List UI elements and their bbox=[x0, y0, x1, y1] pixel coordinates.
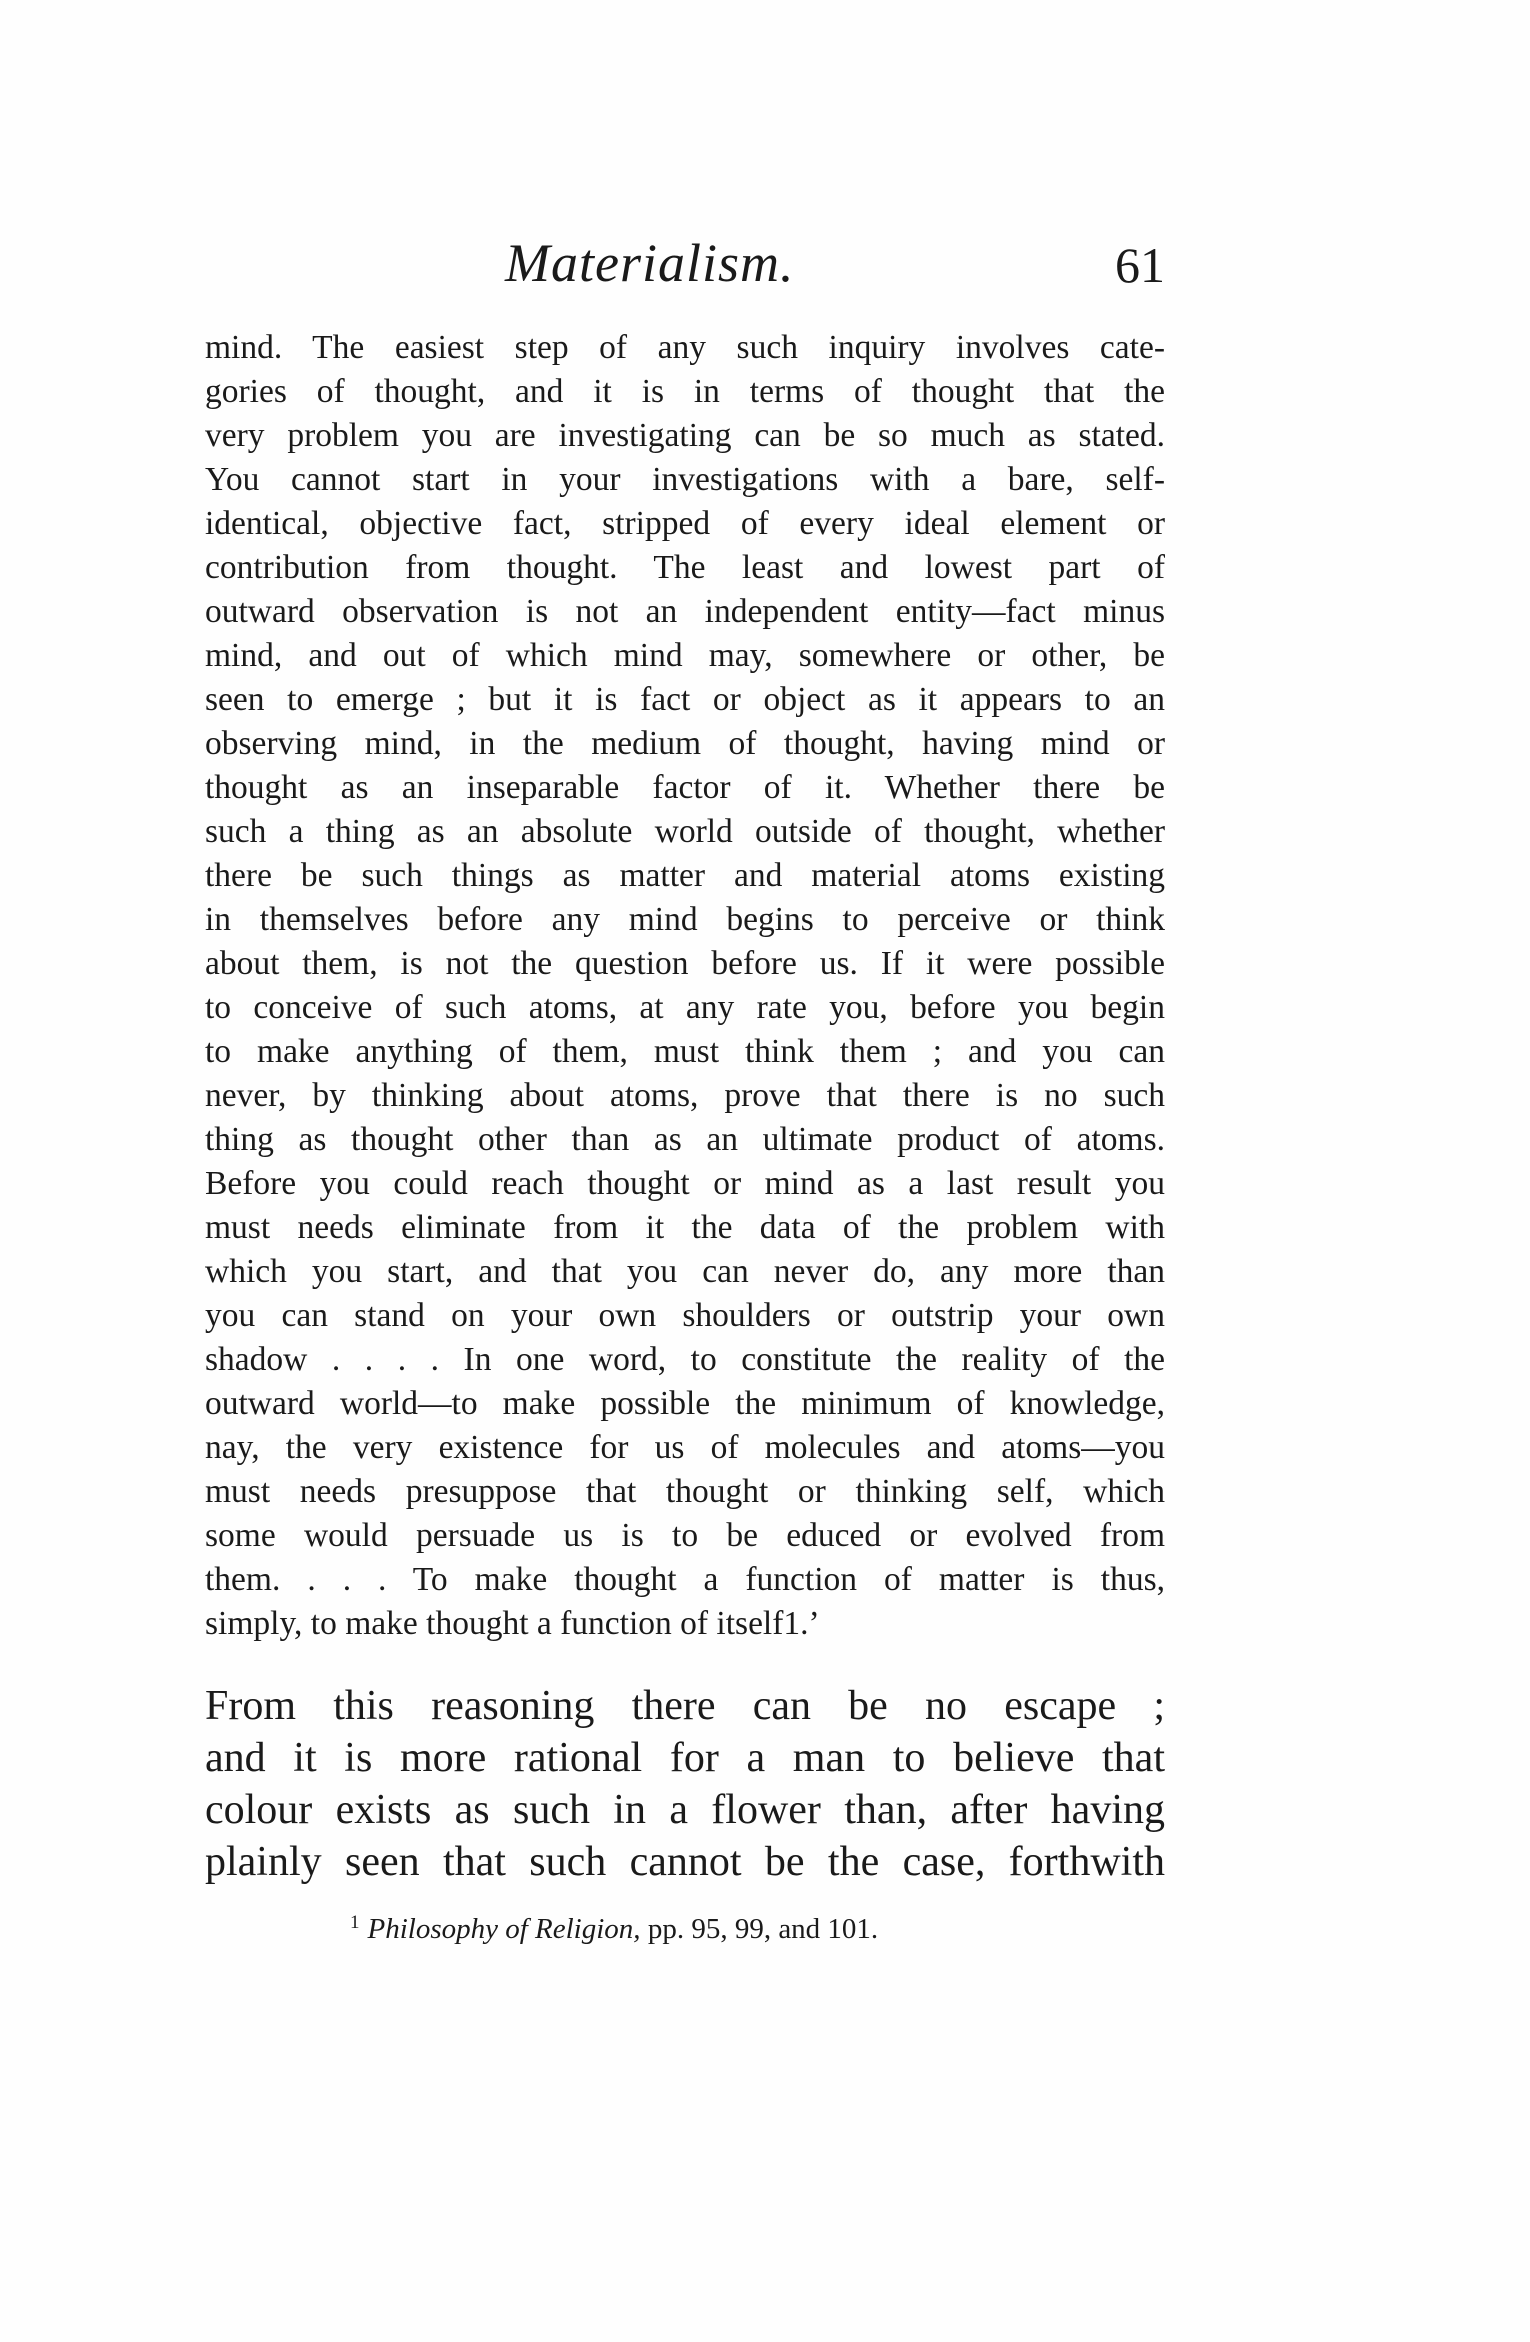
quote-line: about them, is not the question before us. If it were possible bbox=[205, 945, 1165, 982]
footnote-source-title: Philosophy of Religion, bbox=[367, 1913, 641, 1945]
running-title: Materialism. bbox=[505, 233, 795, 293]
footnote-pages: pp. 95, 99, and 101. bbox=[647, 1913, 879, 1945]
quote-line: to make anything of them, must think them ; and you can bbox=[205, 1033, 1165, 1070]
running-head bbox=[205, 232, 1165, 302]
quote-line: You cannot start in your investigations with a bare, self- bbox=[205, 461, 1165, 498]
quote-line: shadow . . . . In one word, to constitute the reality of the bbox=[205, 1341, 1165, 1378]
quote-line: simply, to make thought a function of itself1.’ bbox=[205, 1605, 820, 1642]
page-number: 61 bbox=[1115, 237, 1165, 293]
footnote bbox=[350, 1912, 878, 1946]
quote-line: such a thing as an absolute world outside of thought, whether bbox=[205, 813, 1165, 850]
quote-line: thing as thought other than as an ultimate product of atoms. bbox=[205, 1121, 1165, 1158]
quote-line: them. . . . To make thought a function of matter is thus, bbox=[205, 1561, 1165, 1598]
quote-line: there be such things as matter and material atoms existing bbox=[205, 857, 1165, 894]
quote-line: outward observation is not an independent entity—fact minus bbox=[205, 593, 1165, 630]
body-line: From this reasoning there can be no escape ; bbox=[205, 1683, 1165, 1729]
body-paragraph bbox=[205, 1680, 1165, 1888]
quote-line: must needs presuppose that thought or thinking self, which bbox=[205, 1473, 1165, 1510]
body-line: colour exists as such in a flower than, after having bbox=[205, 1787, 1165, 1833]
quote-line: never, by thinking about atoms, prove that there is no such bbox=[205, 1077, 1165, 1114]
quote-line: nay, the very existence for us of molecules and atoms—you bbox=[205, 1429, 1165, 1466]
quote-line: to conceive of such atoms, at any rate you, before you begin bbox=[205, 989, 1165, 1026]
quote-line: some would persuade us is to be educed or evolved from bbox=[205, 1517, 1165, 1554]
quote-line: seen to emerge ; but it is fact or object as it appears to an bbox=[205, 681, 1165, 718]
quote-line: gories of thought, and it is in terms of thought that the bbox=[205, 373, 1165, 410]
quote-line: you can stand on your own shoulders or outstrip your own bbox=[205, 1297, 1165, 1334]
quote-line: mind, and out of which mind may, somewhere or other, be bbox=[205, 637, 1165, 674]
quote-line: which you start, and that you can never do, any more than bbox=[205, 1253, 1165, 1290]
quote-line: Before you could reach thought or mind as a last result you bbox=[205, 1165, 1165, 1202]
quote-line: in themselves before any mind begins to perceive or think bbox=[205, 901, 1165, 938]
quote-line: observing mind, in the medium of thought, having mind or bbox=[205, 725, 1165, 762]
body-line: plainly seen that such cannot be the case, forthwith bbox=[205, 1839, 1165, 1885]
quote-line: contribution from thought. The least and lowest part of bbox=[205, 549, 1165, 586]
quote-line: very problem you are investigating can be so much as stated. bbox=[205, 417, 1165, 454]
quote-line: thought as an inseparable factor of it. Whether there be bbox=[205, 769, 1165, 806]
quote-line: outward world—to make possible the minimum of knowledge, bbox=[205, 1385, 1165, 1422]
quote-line: must needs eliminate from it the data of the problem with bbox=[205, 1209, 1165, 1246]
quote-line: mind. The easiest step of any such inquiry involves cate- bbox=[205, 329, 1165, 366]
footnote-marker: 1 bbox=[350, 1912, 360, 1933]
body-line: and it is more rational for a man to believe that bbox=[205, 1735, 1165, 1781]
quote-line: identical, objective fact, stripped of every ideal element or bbox=[205, 505, 1165, 542]
block-quotation bbox=[205, 326, 1165, 1646]
